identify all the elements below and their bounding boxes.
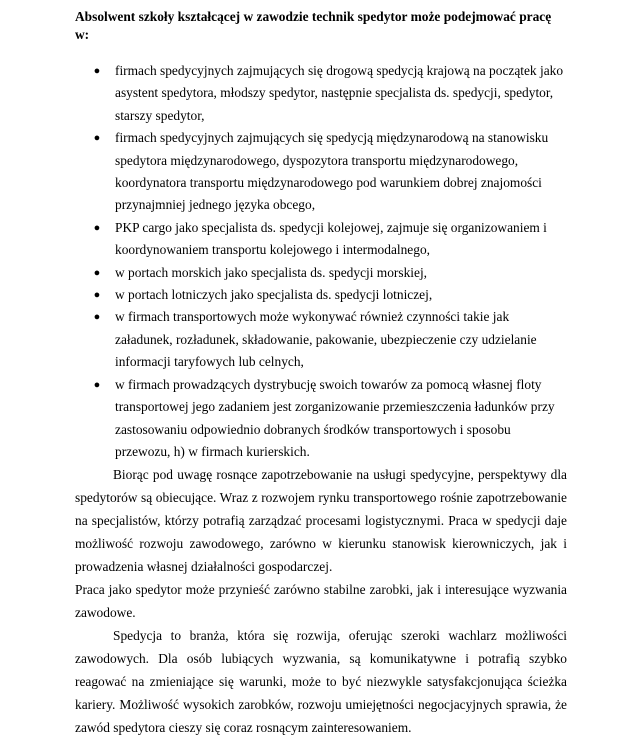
paragraph-earnings: Praca jako spedytor może przynieść zarówno stabilne zarobki, jak i interesujące wyzwania zawodowe. — [75, 582, 567, 621]
list-item — [75, 127, 567, 217]
list-item — [75, 262, 567, 284]
bullet-icon: ● — [93, 65, 101, 77]
bullet-icon: ● — [93, 378, 101, 391]
bullet-icon: ● — [93, 266, 101, 279]
list-item — [75, 374, 567, 464]
list-item-text: PKP cargo jako specjalista ds. spedycji kolejowej, zajmuje się organizowaniem i koordynowaniem transportu kolejowego i intermodalnego, — [115, 219, 547, 258]
document-page — [75, 0, 567, 739]
list-item-text: w firmach transportowych może wykonywać również czynności takie jak załadunek, rozładunek, składowanie, pakowanie, ubezpieczenie czy udzielanie informacji taryfowych lub celnych, — [115, 309, 537, 370]
bullet-icon: ● — [93, 132, 101, 145]
list-item-text: w portach morskich jako specjalista ds. spedycji morskiej, — [115, 264, 428, 280]
list-item — [75, 306, 567, 373]
list-item-text: w firmach prowadzących dystrybucję swoich towarów za pomocą własnej floty transportowej jego zadaniem jest zorganizowanie przemieszczenia ładunków przy zastosowaniu odpowiednio dobranych środków transportowych i sposobu przewozu, h) w firmach kurierskich. — [115, 376, 555, 459]
bullet-icon: ● — [93, 311, 101, 324]
list-item-text: firmach spedycyjnych zajmujących się drogową spedycją krajową na początek jako asystent spedytora, młodszy spedytor, następnie specjalista ds. spedycji, spedytor, starszy spedytor, — [115, 63, 564, 123]
bullet-icon: ● — [93, 221, 101, 234]
list-item — [75, 217, 567, 262]
paragraph-prospects: Biorąc pod uwagę rosnące zapotrzebowanie na usługi spedycyjne, perspektywy dla spedytorów są obiecujące. Wraz z rozwojem rynku transportowego rośnie zapotrzebowanie na specjalistów, którzy potrafią zarządzać procesami logistycznymi. Praca w spedycji daje możliwość rozwoju zawodowego, zarówno w kierunku stanowisk kierowniczych, jak i prowadzenia własnej działalności gospodarczej. — [75, 467, 567, 575]
list-item-text: firmach spedycyjnych zajmujących się spedycją międzynarodową na stanowisku spedytora międzynarodowego, dyspozytora transportu międzynarodowego, koordynatora transportu międzynarodowego pod warunkiem dobrej znajomości przynajmniej jednego języka obcego, — [115, 130, 549, 213]
list-item — [75, 60, 567, 127]
career-options-list — [75, 60, 567, 463]
list-item — [75, 284, 567, 306]
document-heading: Absolwent szkoły kształcącej w zawodzie technik spedytor może podejmować pracę w: — [75, 9, 552, 42]
paragraph-industry: Spedycja to branża, która się rozwija, oferując szeroki wachlarz możliwości zawodowych. Dla osób lubiących wyzwania, są komunikatywne i potrafią szybko reagować na zmieniające się warunki, może to być niezwykle satysfakcjonująca ścieżka kariery. Możliwość wysokich zarobków, rozwoju umiejętności negocjacyjnych sprawia, że zawód spedytora cieszy się coraz rosnącym zainteresowaniem. — [75, 628, 567, 736]
bullet-icon: ● — [93, 289, 101, 302]
list-item-text: w portach lotniczych jako specjalista ds. spedycji lotniczej, — [115, 287, 433, 303]
